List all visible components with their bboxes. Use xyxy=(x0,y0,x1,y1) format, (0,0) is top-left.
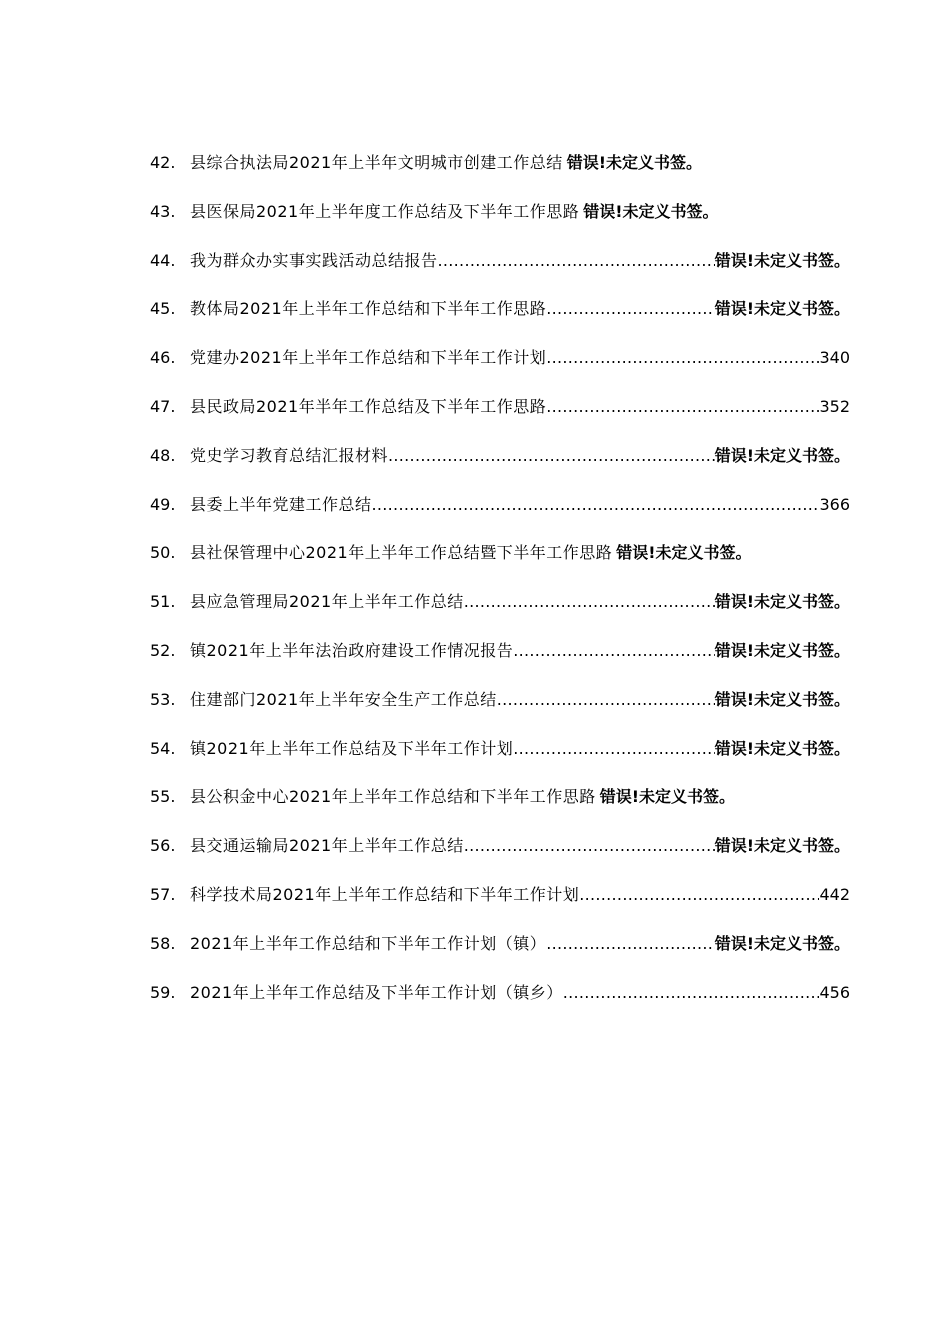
toc-entry-number: 47. xyxy=(150,396,176,416)
toc-entry-title: 教体局2021年上半年工作总结和下半年工作思路 xyxy=(190,299,547,319)
toc-entry[interactable] xyxy=(150,492,850,541)
toc-entry-page: 错误!未定义书签。 xyxy=(714,836,850,856)
toc-dot-leader xyxy=(372,495,820,514)
toc-entry-page: 错误!未定义书签。 xyxy=(714,738,850,758)
toc-entry[interactable] xyxy=(150,394,850,443)
toc-dot-leader xyxy=(464,836,715,855)
toc-entry[interactable] xyxy=(150,443,850,492)
toc-dot-leader xyxy=(546,934,714,953)
toc-entry-title: 住建部门2021年上半年安全生产工作总结 xyxy=(190,689,497,709)
toc-entry-title: 我为群众办实事实践活动总结报告 xyxy=(190,250,438,270)
toc-entry-page: 错误!未定义书签。 xyxy=(714,933,850,953)
toc-entry-page: 340 xyxy=(819,348,850,368)
toc-entry-page: 442 xyxy=(819,884,850,904)
toc-entry-number: 48. xyxy=(150,445,176,465)
toc-entry-number: 56. xyxy=(150,836,176,856)
toc-entry-number: 42. xyxy=(150,153,176,172)
toc-entry-title: 2021年上半年工作总结及下半年工作计划（镇乡） xyxy=(190,982,563,1002)
toc-entry[interactable] xyxy=(150,638,850,687)
toc-entry[interactable] xyxy=(150,296,850,345)
toc-entry-title: 2021年上半年工作总结和下半年工作计划（镇） xyxy=(190,933,547,953)
toc-entry-page: 错误!未定义书签。 xyxy=(714,299,850,319)
toc-entry-page: 错误!未定义书签。 xyxy=(714,445,850,465)
toc-entry[interactable] xyxy=(150,248,850,297)
toc-entry-number: 53. xyxy=(150,689,176,709)
toc-entry-title: 镇2021年上半年工作总结及下半年工作计划 xyxy=(190,738,514,758)
toc-entry-number: 57. xyxy=(150,884,176,904)
toc-entry[interactable] xyxy=(150,736,850,785)
toc-entry-title: 县社保管理中心2021年上半年工作总结暨下半年工作思路 xyxy=(190,543,613,563)
toc-entry[interactable] xyxy=(150,931,850,980)
toc-dot-leader xyxy=(513,739,714,758)
toc-entry-page: 352 xyxy=(819,396,850,416)
toc-entry-title: 科学技术局2021年上半年工作总结和下半年工作计划 xyxy=(190,884,580,904)
toc-entry-title: 县公积金中心2021年上半年工作总结和下半年工作思路 xyxy=(190,787,596,807)
toc-dot-leader xyxy=(497,690,715,709)
toc-entry[interactable] xyxy=(150,980,850,1029)
toc-dot-leader xyxy=(464,592,715,611)
toc-dot-leader xyxy=(388,446,715,465)
toc-entry[interactable] xyxy=(150,345,850,394)
toc-entry-title: 党建办2021年上半年工作总结和下半年工作计划 xyxy=(190,348,547,368)
toc-entry-page: 错误!未定义书签。 xyxy=(714,592,850,612)
toc-entry-page: 错误!未定义书签。 xyxy=(566,153,703,172)
toc-entry[interactable] xyxy=(150,540,850,589)
toc-entry[interactable] xyxy=(150,784,850,833)
toc-entry-number: 46. xyxy=(150,348,176,368)
toc-entry-page: 456 xyxy=(819,982,850,1002)
toc-entry-title: 县交通运输局2021年上半年工作总结 xyxy=(190,836,464,856)
toc-entry-number: 51. xyxy=(150,592,176,612)
toc-entry-title: 县医保局2021年上半年度工作总结及下半年工作思路 xyxy=(190,201,580,221)
toc-entry-number: 49. xyxy=(150,494,176,514)
toc-dot-leader xyxy=(579,885,819,904)
toc-dot-leader xyxy=(546,348,819,367)
toc-entry[interactable] xyxy=(150,687,850,736)
toc-entry-page: 错误!未定义书签。 xyxy=(583,201,719,221)
toc-entry[interactable] xyxy=(150,882,850,931)
toc-entry-number: 44. xyxy=(150,250,176,270)
toc-entry-page: 错误!未定义书签。 xyxy=(714,689,850,709)
toc-entry-number: 55. xyxy=(150,787,176,807)
table-of-contents xyxy=(150,150,850,1028)
toc-entry-number: 54. xyxy=(150,738,176,758)
toc-entry[interactable] xyxy=(150,150,850,199)
toc-entry-title: 镇2021年上半年法治政府建设工作情况报告 xyxy=(190,640,514,660)
toc-entry-number: 52. xyxy=(150,640,176,660)
toc-entry-title: 县委上半年党建工作总结 xyxy=(190,494,372,514)
toc-dot-leader xyxy=(563,983,820,1002)
toc-entry[interactable] xyxy=(150,833,850,882)
toc-entry-number: 59. xyxy=(150,982,176,1002)
toc-entry[interactable] xyxy=(150,199,850,248)
toc-entry-title: 县应急管理局2021年上半年工作总结 xyxy=(190,592,464,612)
toc-entry-number: 58. xyxy=(150,933,176,953)
toc-entry[interactable] xyxy=(150,589,850,638)
toc-entry-title: 县民政局2021年半年工作总结及下半年工作思路 xyxy=(190,396,547,416)
toc-dot-leader xyxy=(513,641,714,660)
toc-dot-leader xyxy=(546,299,714,318)
toc-entry-number: 45. xyxy=(150,299,176,319)
toc-entry-number: 43. xyxy=(150,201,176,221)
toc-dot-leader xyxy=(438,251,715,270)
toc-entry-page: 错误!未定义书签。 xyxy=(714,250,850,270)
toc-entry-page: 错误!未定义书签。 xyxy=(616,543,752,563)
toc-entry-title: 党史学习教育总结汇报材料 xyxy=(190,445,389,465)
toc-entry-page: 错误!未定义书签。 xyxy=(599,787,736,807)
toc-entry-number: 50. xyxy=(150,543,176,563)
toc-dot-leader xyxy=(546,397,819,416)
toc-entry-page: 错误!未定义书签。 xyxy=(714,640,850,660)
toc-entry-page: 366 xyxy=(819,494,850,514)
toc-entry-title: 县综合执法局2021年上半年文明城市创建工作总结 xyxy=(190,153,563,172)
